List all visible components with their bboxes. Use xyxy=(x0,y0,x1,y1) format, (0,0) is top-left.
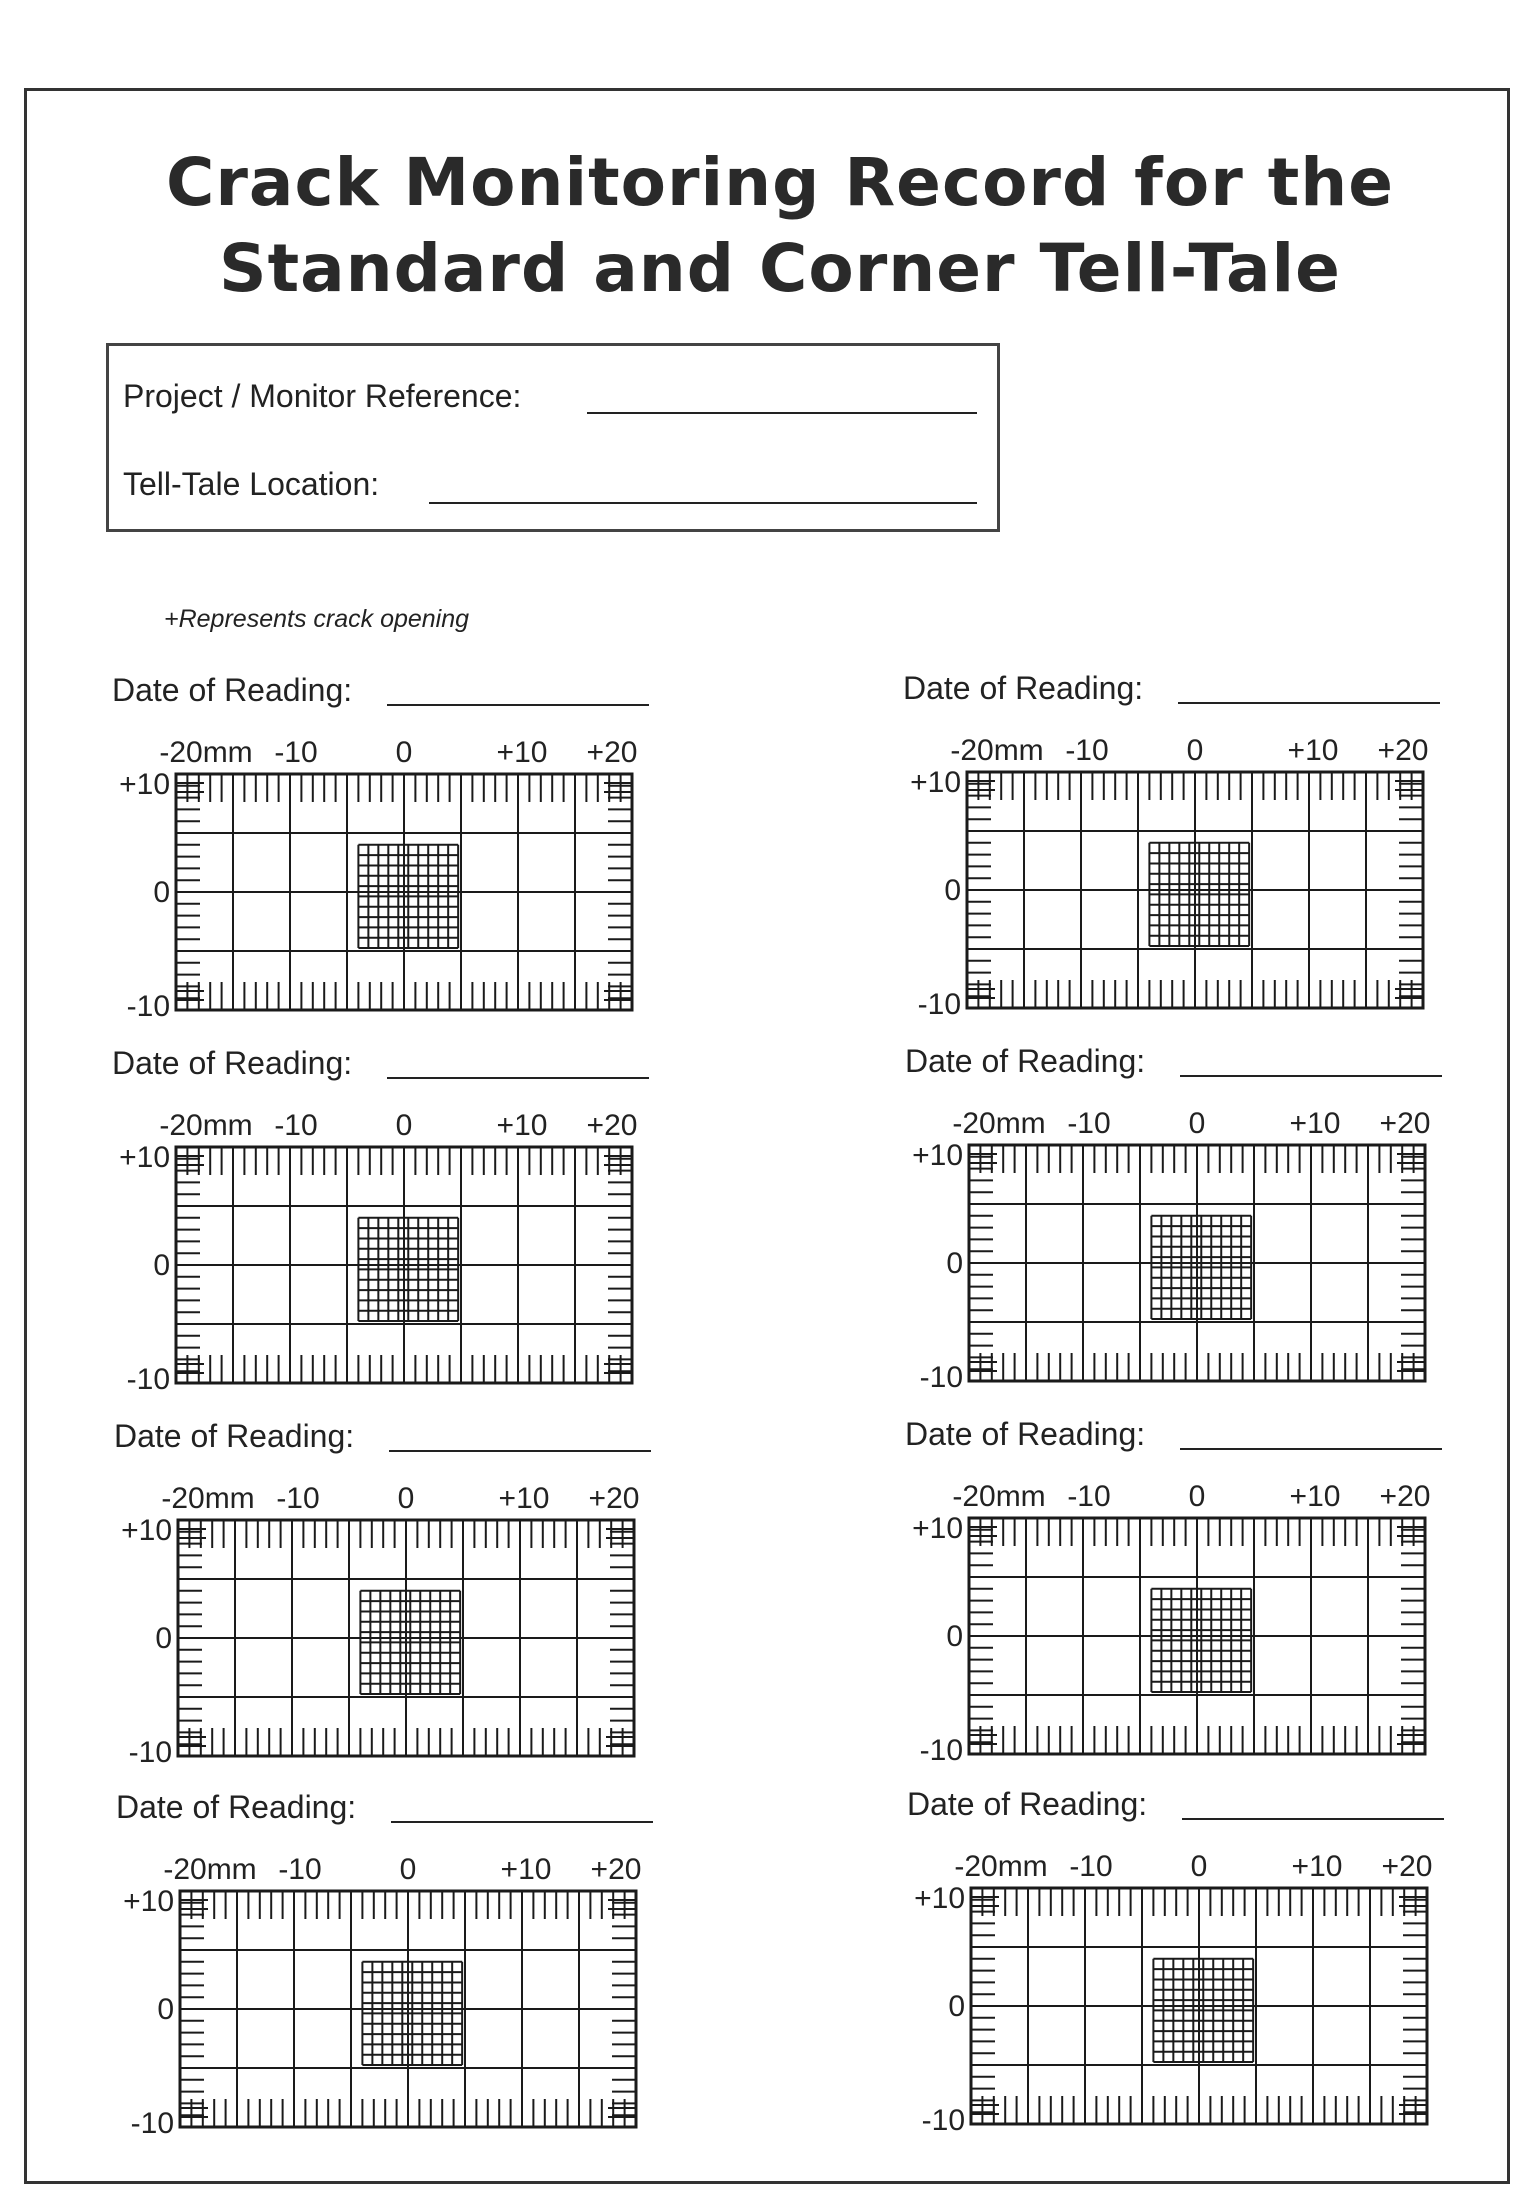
date-of-reading-label: Date of Reading: xyxy=(114,1418,355,1454)
date-of-reading-field[interactable] xyxy=(1182,1818,1444,1820)
reading-panel xyxy=(905,1416,1465,1767)
x-tick-label: +10 xyxy=(496,736,548,769)
x-tick-label: -20mm xyxy=(163,1853,257,1886)
x-tick-label: -20mm xyxy=(952,1480,1046,1513)
reading-panel xyxy=(112,1045,672,1396)
tell-tale-scale xyxy=(905,1083,1445,1393)
tell-tale-location-field[interactable] xyxy=(429,502,977,504)
x-tick-label: +20 xyxy=(1379,1480,1431,1513)
x-tick-label: 0 xyxy=(1190,1850,1208,1883)
x-tick-label: +10 xyxy=(498,1482,550,1515)
y-tick-label: +10 xyxy=(121,1514,172,1547)
tell-tale-scale xyxy=(112,712,652,1022)
x-tick-label: +20 xyxy=(1377,734,1429,767)
x-tick-label: -10 xyxy=(274,1109,318,1142)
y-tick-label: +10 xyxy=(912,1139,963,1172)
x-tick-label: -20mm xyxy=(161,1482,255,1515)
date-of-reading-field[interactable] xyxy=(389,1450,651,1452)
reading-panel xyxy=(112,672,672,1023)
title-line-2: Standard and Corner Tell-Tale xyxy=(219,230,1341,307)
date-of-reading-label: Date of Reading: xyxy=(112,672,353,708)
date-of-reading-field[interactable] xyxy=(1180,1075,1442,1077)
date-of-reading-field[interactable] xyxy=(1180,1448,1442,1450)
reading-panel xyxy=(907,1786,1467,2137)
tell-tale-scale xyxy=(905,1456,1445,1766)
x-tick-label: -20mm xyxy=(159,1109,253,1142)
x-tick-label: -20mm xyxy=(950,734,1044,767)
y-tick-label: 0 xyxy=(946,1247,963,1280)
y-tick-label: 0 xyxy=(157,1993,174,2026)
crack-opening-note: +Represents crack opening xyxy=(164,605,470,633)
y-tick-label: 0 xyxy=(153,1249,170,1282)
x-tick-label: +10 xyxy=(496,1109,548,1142)
x-tick-label: -10 xyxy=(276,1482,320,1515)
x-tick-label: 0 xyxy=(1188,1107,1206,1140)
x-tick-label: -20mm xyxy=(159,736,253,769)
x-tick-label: -20mm xyxy=(954,1850,1048,1883)
reading-panel xyxy=(905,1043,1465,1394)
x-tick-label: -10 xyxy=(1067,1480,1111,1513)
x-tick-label: -10 xyxy=(1065,734,1109,767)
x-tick-label: +20 xyxy=(1379,1107,1431,1140)
y-tick-label: -10 xyxy=(126,990,170,1023)
y-tick-label: 0 xyxy=(944,874,961,907)
reading-panel xyxy=(903,670,1463,1021)
date-of-reading-label: Date of Reading: xyxy=(903,670,1144,706)
y-tick-label: -10 xyxy=(921,2104,965,2137)
date-of-reading-label: Date of Reading: xyxy=(112,1045,353,1081)
title-line-1: Crack Monitoring Record for the xyxy=(165,144,1395,221)
reading-panel xyxy=(114,1418,674,1769)
x-tick-label: 0 xyxy=(395,736,413,769)
reference-box xyxy=(106,343,1000,532)
reading-panel xyxy=(116,1789,676,2140)
tell-tale-scale xyxy=(116,1829,656,2139)
x-tick-label: -20mm xyxy=(952,1107,1046,1140)
y-tick-label: +10 xyxy=(914,1882,965,1915)
y-tick-label: 0 xyxy=(948,1990,965,2023)
x-tick-label: +20 xyxy=(588,1482,640,1515)
y-tick-label: +10 xyxy=(123,1885,174,1918)
x-tick-label: +20 xyxy=(586,1109,638,1142)
x-tick-label: -10 xyxy=(1067,1107,1111,1140)
x-tick-label: 0 xyxy=(1186,734,1204,767)
x-tick-label: +10 xyxy=(1289,1480,1341,1513)
x-tick-label: -10 xyxy=(278,1853,322,1886)
page-title xyxy=(0,140,1528,312)
x-tick-label: +20 xyxy=(1381,1850,1433,1883)
x-tick-label: 0 xyxy=(395,1109,413,1142)
x-tick-label: +10 xyxy=(1291,1850,1343,1883)
y-tick-label: -10 xyxy=(917,988,961,1021)
date-of-reading-field[interactable] xyxy=(387,1077,649,1079)
tell-tale-scale xyxy=(907,1826,1447,2136)
tell-tale-scale xyxy=(112,1085,652,1395)
date-of-reading-field[interactable] xyxy=(387,704,649,706)
tell-tale-scale xyxy=(114,1458,654,1768)
y-tick-label: +10 xyxy=(910,766,961,799)
tell-tale-location-label: Tell-Tale Location: xyxy=(123,466,380,502)
y-tick-label: 0 xyxy=(155,1622,172,1655)
x-tick-label: 0 xyxy=(1188,1480,1206,1513)
x-tick-label: -10 xyxy=(274,736,318,769)
x-tick-label: +20 xyxy=(586,736,638,769)
date-of-reading-label: Date of Reading: xyxy=(905,1416,1146,1452)
y-tick-label: -10 xyxy=(919,1734,963,1767)
y-tick-label: 0 xyxy=(946,1620,963,1653)
x-tick-label: +10 xyxy=(1289,1107,1341,1140)
date-of-reading-label: Date of Reading: xyxy=(905,1043,1146,1079)
date-of-reading-label: Date of Reading: xyxy=(116,1789,357,1825)
y-tick-label: -10 xyxy=(128,1736,172,1769)
date-of-reading-field[interactable] xyxy=(391,1821,653,1823)
x-tick-label: +20 xyxy=(590,1853,642,1886)
y-tick-label: +10 xyxy=(119,1141,170,1174)
y-tick-label: +10 xyxy=(119,768,170,801)
y-tick-label: -10 xyxy=(130,2107,174,2140)
y-tick-label: +10 xyxy=(912,1512,963,1545)
x-tick-label: +10 xyxy=(500,1853,552,1886)
x-tick-label: 0 xyxy=(397,1482,415,1515)
y-tick-label: -10 xyxy=(126,1363,170,1396)
x-tick-label: +10 xyxy=(1287,734,1339,767)
tell-tale-scale xyxy=(903,710,1443,1020)
y-tick-label: 0 xyxy=(153,876,170,909)
project-reference-label: Project / Monitor Reference: xyxy=(123,378,522,414)
date-of-reading-field[interactable] xyxy=(1178,702,1440,704)
x-tick-label: -10 xyxy=(1069,1850,1113,1883)
y-tick-label: -10 xyxy=(919,1361,963,1394)
project-reference-field[interactable] xyxy=(587,412,977,414)
date-of-reading-label: Date of Reading: xyxy=(907,1786,1148,1822)
x-tick-label: 0 xyxy=(399,1853,417,1886)
